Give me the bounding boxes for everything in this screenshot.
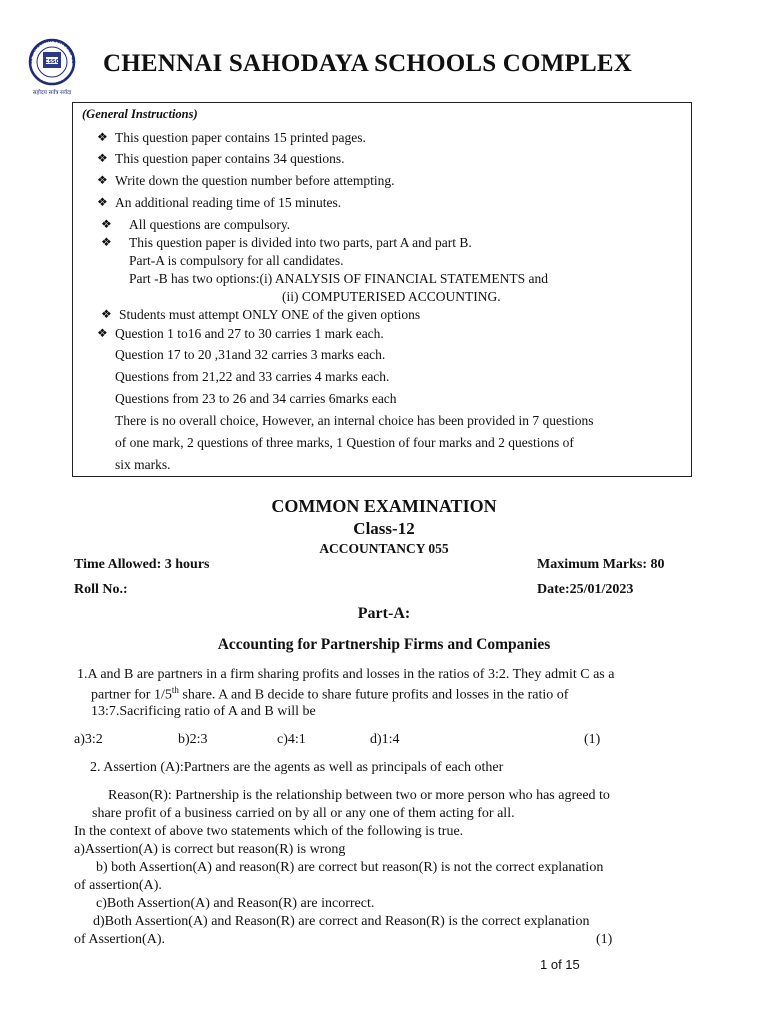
instruction-item: This question paper is divided into two parts, part A and part B. — [129, 235, 472, 250]
part-a-note: Part-A is compulsory for all candidates. — [129, 253, 344, 268]
question-2-option-b: b) both Assertion(A) and reason(R) are correct but reason(R) is not the correct explanation — [96, 860, 604, 875]
marks-scheme-3: Question 17 to 20 ,31and 32 carries 3 marks each. — [115, 347, 386, 362]
instruction-item: All questions are compulsory. — [129, 217, 291, 232]
question-2-context: In the context of above two statements which of the following is true. — [74, 824, 464, 839]
question-2-reason: Reason(R): Partnership is the relationship between two or more person who has agreed to — [108, 788, 610, 803]
class-title: Class-12 — [353, 519, 415, 538]
question-1-option-c: c)4:1 — [277, 732, 306, 747]
instruction-item: Write down the question number before attempting. — [115, 173, 395, 188]
question-2-option-a: a)Assertion(A) is correct but reason(R) is wrong — [74, 842, 346, 857]
bullet-icon: ❖ — [97, 151, 108, 165]
logo-motto: सहोदय सर्वत्र सर्वदा — [32, 90, 72, 96]
bullet-icon: ❖ — [97, 130, 108, 144]
question-1-option-b: b)2:3 — [178, 732, 208, 747]
question-1-marks: (1) — [584, 732, 601, 747]
instructions-heading: (General Instructions) — [82, 107, 198, 121]
choice-note: There is no overall choice, However, an internal choice has been provided in 7 questions — [115, 413, 594, 428]
exam-title: COMMON EXAMINATION — [271, 496, 497, 516]
question-2-option-d: of Assertion(A). — [74, 932, 165, 947]
bullet-icon: ❖ — [97, 173, 108, 187]
question-2-reason: share profit of a business carried on by all or any one of them acting for all. — [92, 806, 515, 821]
part-b-option-2: (ii) COMPUTERISED ACCOUNTING. — [282, 289, 501, 304]
question-1-line: partner for 1/5th share. A and B decide to share future profits and losses in the ratio of — [91, 685, 569, 703]
bullet-icon: ❖ — [97, 326, 108, 340]
question-2-assertion: 2. Assertion (A):Partners are the agents as well as principals of each other — [90, 760, 504, 775]
question-1-option-a: a)3:2 — [74, 732, 103, 747]
question-1-option-d: d)1:4 — [370, 732, 400, 747]
bullet-icon: ❖ — [97, 195, 108, 209]
instruction-item: An additional reading time of 15 minutes. — [115, 195, 342, 210]
marks-scheme-1: Question 1 to16 and 27 to 30 carries 1 mark each. — [115, 326, 384, 341]
question-1-line: 13:7.Sacrificing ratio of A and B will be — [91, 704, 316, 719]
page-number: 1 of 15 — [540, 957, 580, 972]
maximum-marks: Maximum Marks: 80 — [537, 557, 665, 572]
bullet-icon: ❖ — [101, 235, 112, 249]
page-title: CHENNAI SAHODAYA SCHOOLS COMPLEX — [103, 50, 632, 77]
subject-code: ACCOUNTANCY 055 — [319, 541, 449, 556]
marks-scheme-4: Questions from 21,22 and 33 carries 4 marks each. — [115, 369, 390, 384]
school-logo — [18, 38, 86, 98]
choice-note: six marks. — [115, 457, 171, 472]
logo-ring-text: AI SAHODAYA SCHOOLS CO — [28, 38, 76, 64]
bullet-icon: ❖ — [101, 307, 112, 321]
question-2-option-c: c)Both Assertion(A) and Reason(R) are incorrect. — [96, 896, 375, 911]
roll-number: Roll No.: — [74, 582, 128, 597]
question-2-option-b: of assertion(A). — [74, 878, 162, 893]
part-label: Part-A: — [357, 605, 411, 622]
question-1-line: 1.A and B are partners in a firm sharing profits and losses in the ratios of 3:2. They admit C as a — [77, 667, 615, 682]
section-title: Accounting for Partnership Firms and Companies — [217, 636, 551, 653]
bullet-icon: ❖ — [101, 217, 112, 231]
question-2-option-d: d)Both Assertion(A) and Reason(R) are correct and Reason(R) is the correct explanation — [93, 914, 590, 929]
time-allowed: Time Allowed: 3 hours — [74, 557, 210, 572]
marks-scheme-6: Questions from 23 to 26 and 34 carries 6marks each — [115, 391, 397, 406]
question-2-marks: (1) — [596, 932, 613, 947]
logo-center-text: CSSC — [44, 59, 60, 65]
instruction-item: This question paper contains 15 printed pages. — [115, 130, 366, 145]
instruction-item: This question paper contains 34 questions. — [115, 151, 345, 166]
exam-date: Date:25/01/2023 — [537, 582, 634, 597]
attempt-note: Students must attempt ONLY ONE of the given options — [119, 307, 421, 322]
choice-note: of one mark, 2 questions of three marks, 1 Question of four marks and 2 questions of — [115, 435, 574, 450]
part-b-note: Part -B has two options:(i) ANALYSIS OF FINANCIAL STATEMENTS and — [129, 271, 548, 286]
